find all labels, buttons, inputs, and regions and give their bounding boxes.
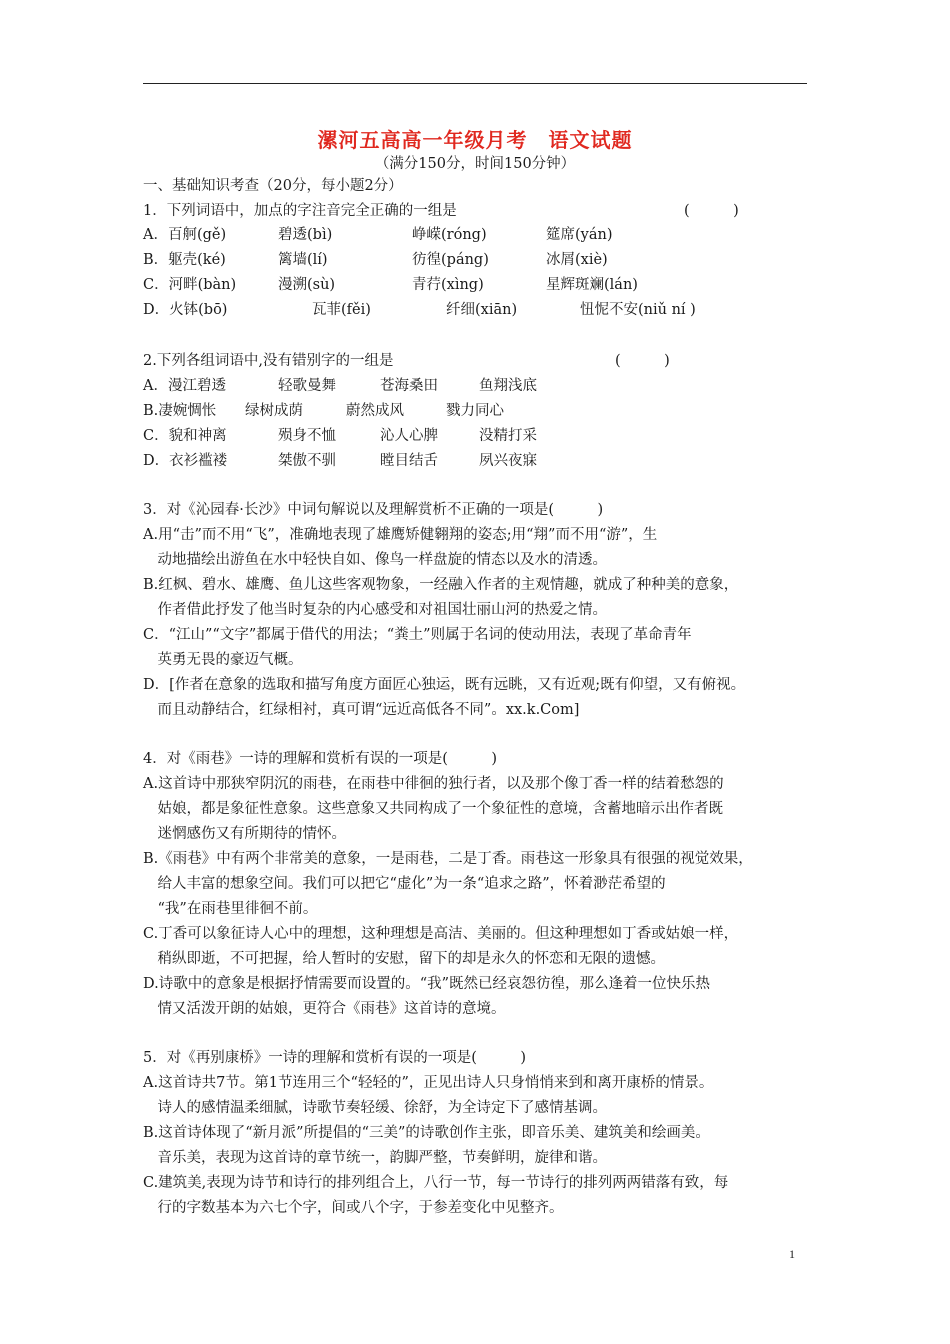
q1-option-d-4: 忸怩不安(niǔ ní ) [580, 302, 696, 318]
q2-option-c-3: 沁人心脾 [380, 428, 438, 444]
header-rule [143, 83, 807, 84]
q2-option-b-2: 绿树成荫 [245, 403, 303, 419]
q3-option-line: 作者借此抒发了他当时复杂的内心感受和对祖国壮丽山河的热爱之情。 [143, 602, 607, 618]
exam-subtitle: （满分150分，时间150分钟） [374, 156, 576, 172]
q2-stem: 2.下列各组词语中,没有错别字的一组是 [143, 353, 394, 369]
q4-option-line: 姑娘，都是象征性意象。这些意象又共同构成了一个象征性的意境，含蓄地暗示出作者既 [143, 801, 723, 817]
q3-option-line: 英勇无畏的豪迈气概。 [143, 652, 303, 668]
q1-option-b-3: 彷徨(páng) [412, 252, 489, 268]
q4-option-line: 迷惘感伤又有所期待的情怀。 [143, 826, 346, 842]
exam-title: 漯河五高高一年级月考 语文试题 [317, 128, 633, 152]
q4-option-line: C.丁香可以象征诗人心中的理想，这种理想是高洁、美丽的。但这种理想如丁香或姑娘一样， [143, 926, 739, 942]
q4-option-line: 给人丰富的想象空间。我们可以把它“虚化”为一条“追求之路”，怀着渺茫希望的 [143, 876, 666, 892]
q1-option-a-4: 筵席(yán) [546, 227, 613, 243]
q3-option-line: D．[作者在意象的选取和描写角度方面匠心独运，既有远眺，又有近观;既有仰望，又有俯视。 [143, 677, 746, 693]
q2-option-c-2: 殒身不恤 [278, 428, 336, 444]
q2-option-d-1: D．衣衫褴褛 [143, 453, 228, 469]
q2-option-d-2: 桀傲不驯 [278, 453, 336, 469]
q4-option-line: 情又活泼开朗的姑娘，更符合《雨巷》这首诗的意境。 [143, 1001, 506, 1017]
q3-option-line: 而且动静结合，红绿相衬，真可谓“远近高低各不同”。xx.k.Com] [143, 702, 580, 718]
q1-option-c-4: 星辉斑斓(lán) [546, 277, 638, 293]
q3-option-line: B.红枫、碧水、雄鹰、鱼儿这些客观物象，一经融入作者的主观情趣，就成了种种美的意象， [143, 577, 739, 593]
section-heading: 一、基础知识考查（20分，每小题2分） [143, 178, 403, 194]
q2-answer-paren: ( ) [615, 353, 670, 369]
q4-option-line: “我”在雨巷里徘徊不前。 [143, 901, 318, 917]
q2-option-a-1: A．漫江碧透 [143, 378, 226, 394]
q5-option-line: B.这首诗体现了“新月派”所提倡的“三美”的诗歌创作主张，即音乐美、建筑美和绘画美。 [143, 1125, 710, 1141]
q1-option-b-1: B．躯壳(ké) [143, 252, 226, 268]
q5-stem: 5．对《再别康桥》一诗的理解和赏析有误的一项是( ) [143, 1050, 527, 1066]
q3-stem: 3．对《沁园春·长沙》中词句解说以及理解赏析不正确的一项是( ) [143, 502, 604, 518]
q1-option-b-4: 冰屑(xiè) [546, 252, 608, 268]
q4-stem: 4．对《雨巷》一诗的理解和赏析有误的一项是( ) [143, 751, 498, 767]
q2-option-b-4: 戮力同心 [446, 403, 504, 419]
page-number: 1 [789, 1247, 795, 1261]
q4-option-line: B.《雨巷》中有两个非常美的意象，一是雨巷，二是丁香。雨巷这一形象具有很强的视觉效果， [143, 851, 753, 867]
q5-option-line: C.建筑美,表现为诗节和诗行的排列组合上，八行一节，每一节诗行的排列两两错落有致，每 [143, 1175, 729, 1191]
q2-option-b-1: B.凄婉惆怅 [143, 403, 217, 419]
q4-option-line: D.诗歌中的意象是根据抒情需要而设置的。“我”既然已经哀怨彷徨，那么逢着一位快乐热 [143, 976, 711, 992]
q1-option-b-2: 篱墙(lí) [278, 252, 328, 268]
q1-option-a-1: A．百舸(gě) [143, 227, 227, 243]
q2-option-a-2: 轻歌曼舞 [278, 378, 336, 394]
q1-option-d-3: 纤细(xiān) [446, 302, 518, 318]
q2-option-b-3: 蔚然成风 [346, 403, 404, 419]
q2-option-d-3: 瞠目结舌 [380, 453, 438, 469]
q2-option-c-4: 没精打采 [479, 428, 537, 444]
q5-option-line: 音乐美，表现为这首诗的章节统一，韵脚严整，节奏鲜明，旋律和谐。 [143, 1150, 607, 1166]
q1-answer-paren: ( ) [684, 203, 739, 219]
q2-option-d-4: 夙兴夜寐 [479, 453, 537, 469]
q5-option-line: 诗人的感情温柔细腻，诗歌节奏轻缓、徐舒，为全诗定下了感情基调。 [143, 1100, 607, 1116]
q1-option-a-2: 碧透(bì) [278, 227, 333, 243]
q4-option-line: 稍纵即逝，不可把握，给人暂时的安慰，留下的却是永久的怀恋和无限的遗憾。 [143, 951, 665, 967]
q1-option-d-1: D．火钵(bō) [143, 302, 228, 318]
q5-option-line: 行的字数基本为六七个字，间或八个字，于参差变化中见整齐。 [143, 1200, 564, 1216]
q1-option-c-1: C．河畔(bàn) [143, 277, 237, 293]
q4-option-line: A.这首诗中那狭窄阴沉的雨巷，在雨巷中徘徊的独行者，以及那个像丁香一样的结着愁怨的 [143, 776, 724, 792]
q3-option-line: A.用“击”而不用“飞”，准确地表现了雄鹰矫健翱翔的姿态;用“翔”而不用“游”，生 [143, 527, 658, 543]
q1-option-c-2: 漫溯(sù) [278, 277, 336, 293]
q1-option-d-2: 瓦菲(fěi) [312, 302, 371, 318]
q3-option-line: 动地描绘出游鱼在水中轻快自如、像鸟一样盘旋的情态以及水的清透。 [143, 552, 607, 568]
q2-option-a-4: 鱼翔浅底 [479, 378, 537, 394]
q1-option-a-3: 峥嵘(róng) [412, 227, 487, 243]
q1-option-c-3: 青荇(xìng) [412, 277, 484, 293]
q2-option-a-3: 苍海桑田 [380, 378, 438, 394]
q2-option-c-1: C．貌和神离 [143, 428, 227, 444]
q1-stem: 1．下列词语中，加点的字注音完全正确的一组是 [143, 203, 457, 219]
q5-option-line: A.这首诗共7节。第1节连用三个“轻轻的”，正见出诗人只身悄悄来到和离开康桥的情景。 [143, 1075, 714, 1091]
q3-option-line: C．“江山”“文字”都属于借代的用法；“粪土”则属于名词的使动用法，表现了革命青年 [143, 627, 692, 643]
